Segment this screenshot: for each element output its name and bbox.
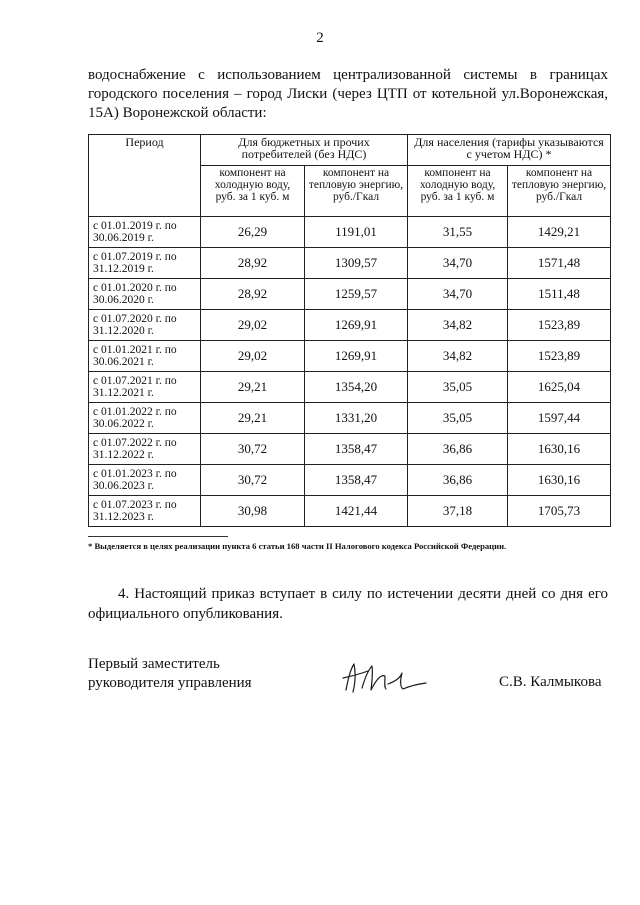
heat-energy-budget-value: 1354,20 bbox=[305, 372, 408, 403]
table-row bbox=[89, 434, 611, 465]
heat-energy-population-value: 1597,44 bbox=[508, 403, 611, 434]
cold-water-population-value: 34,70 bbox=[408, 248, 508, 279]
heat-energy-population-value: 1625,04 bbox=[508, 372, 611, 403]
heat-energy-budget-value: 1259,57 bbox=[305, 279, 408, 310]
period-cell bbox=[89, 310, 201, 341]
intro-paragraph: водоснабжение с использованием централизованной системы в границах городского поселения – город Лиски (через ЦТП от котельной ул.Воронежская, 15А) Воронежской области: bbox=[88, 67, 608, 121]
signer-title bbox=[88, 655, 252, 693]
period-start: с 01.07.2021 г. по bbox=[93, 375, 177, 387]
table-row bbox=[89, 217, 611, 248]
handwritten-signature bbox=[338, 654, 428, 700]
page-number: 2 bbox=[316, 30, 324, 46]
period-end: 30.06.2020 г. bbox=[93, 294, 154, 306]
period-start: с 01.01.2022 г. по bbox=[93, 406, 177, 418]
period-start: с 01.07.2023 г. по bbox=[93, 499, 177, 511]
table-row bbox=[89, 279, 611, 310]
period-cell bbox=[89, 434, 201, 465]
cold-water-budget-value: 29,02 bbox=[201, 341, 305, 372]
period-cell bbox=[89, 465, 201, 496]
heat-energy-budget-value: 1358,47 bbox=[305, 465, 408, 496]
table-row bbox=[89, 496, 611, 527]
cold-water-budget-value: 28,92 bbox=[201, 248, 305, 279]
cold-water-budget-value: 29,21 bbox=[201, 403, 305, 434]
period-end: 31.12.2019 г. bbox=[93, 263, 154, 275]
heat-energy-budget-header: компонент на тепловую энергию, руб./Гкал bbox=[305, 166, 408, 217]
cold-water-budget-value: 29,21 bbox=[201, 372, 305, 403]
period-header: Период bbox=[89, 135, 201, 217]
table-header-row bbox=[89, 135, 611, 166]
cold-water-population-value: 36,86 bbox=[408, 434, 508, 465]
period-cell bbox=[89, 341, 201, 372]
cold-water-budget-value: 30,72 bbox=[201, 465, 305, 496]
heat-energy-population-value: 1705,73 bbox=[508, 496, 611, 527]
table-row bbox=[89, 248, 611, 279]
heat-energy-population-value: 1429,21 bbox=[508, 217, 611, 248]
heat-energy-budget-value: 1309,57 bbox=[305, 248, 408, 279]
cold-water-population-value: 34,82 bbox=[408, 341, 508, 372]
period-start: с 01.01.2021 г. по bbox=[93, 344, 177, 356]
heat-energy-budget-value: 1269,91 bbox=[305, 310, 408, 341]
cold-water-budget-value: 30,98 bbox=[201, 496, 305, 527]
table-row bbox=[89, 341, 611, 372]
period-end: 31.12.2021 г. bbox=[93, 387, 154, 399]
table-row bbox=[89, 310, 611, 341]
period-cell bbox=[89, 248, 201, 279]
period-cell bbox=[89, 372, 201, 403]
signer-title-line2: руководителя управления bbox=[88, 675, 252, 691]
period-cell bbox=[89, 403, 201, 434]
cold-water-population-header: компонент на холодную воду, руб. за 1 куб. м bbox=[408, 166, 508, 217]
heat-energy-population-value: 1571,48 bbox=[508, 248, 611, 279]
cold-water-budget-value: 26,29 bbox=[201, 217, 305, 248]
heat-energy-budget-value: 1358,47 bbox=[305, 434, 408, 465]
cold-water-population-value: 31,55 bbox=[408, 217, 508, 248]
period-end: 31.12.2022 г. bbox=[93, 449, 154, 461]
table-row bbox=[89, 465, 611, 496]
heat-energy-budget-value: 1191,01 bbox=[305, 217, 408, 248]
footnote-divider bbox=[88, 536, 228, 537]
heat-energy-population-value: 1630,16 bbox=[508, 434, 611, 465]
period-end: 30.06.2022 г. bbox=[93, 418, 154, 430]
signer-name: С.В. Калмыкова bbox=[499, 674, 602, 690]
footnote: * Выделяется в целях реализации пункта 6 статьи 168 части II Налогового кодекса Российской Федерации. bbox=[88, 541, 507, 551]
period-end: 31.12.2023 г. bbox=[93, 511, 154, 523]
heat-energy-population-header: компонент на тепловую энергию, руб./Гкал bbox=[508, 166, 611, 217]
heat-energy-budget-value: 1421,44 bbox=[305, 496, 408, 527]
table-row bbox=[89, 372, 611, 403]
budget-group-header: Для бюджетных и прочих потребителей (без НДС) bbox=[201, 135, 408, 166]
heat-energy-budget-value: 1269,91 bbox=[305, 341, 408, 372]
population-group-header: Для населения (тарифы указываются с учетом НДС) * bbox=[408, 135, 611, 166]
period-end: 31.12.2020 г. bbox=[93, 325, 154, 337]
cold-water-budget-value: 28,92 bbox=[201, 279, 305, 310]
heat-energy-budget-value: 1331,20 bbox=[305, 403, 408, 434]
period-cell bbox=[89, 217, 201, 248]
period-start: с 01.01.2023 г. по bbox=[93, 468, 177, 480]
tariff-table bbox=[88, 134, 611, 527]
table-row bbox=[89, 403, 611, 434]
period-start: с 01.01.2020 г. по bbox=[93, 282, 177, 294]
signer-title-line1: Первый заместитель bbox=[88, 656, 220, 672]
cold-water-budget-header: компонент на холодную воду, руб. за 1 куб. м bbox=[201, 166, 305, 217]
clause-4: 4. Настоящий приказ вступает в силу по истечении десяти дней со дня его официального опубликования. bbox=[88, 586, 608, 622]
period-end: 30.06.2023 г. bbox=[93, 480, 154, 492]
cold-water-population-value: 34,82 bbox=[408, 310, 508, 341]
heat-energy-population-value: 1630,16 bbox=[508, 465, 611, 496]
period-start: с 01.07.2020 г. по bbox=[93, 313, 177, 325]
period-cell bbox=[89, 496, 201, 527]
cold-water-population-value: 37,18 bbox=[408, 496, 508, 527]
heat-energy-population-value: 1523,89 bbox=[508, 310, 611, 341]
heat-energy-population-value: 1523,89 bbox=[508, 341, 611, 372]
cold-water-budget-value: 30,72 bbox=[201, 434, 305, 465]
heat-energy-population-value: 1511,48 bbox=[508, 279, 611, 310]
cold-water-population-value: 35,05 bbox=[408, 403, 508, 434]
cold-water-population-value: 35,05 bbox=[408, 372, 508, 403]
period-end: 30.06.2019 г. bbox=[93, 232, 154, 244]
cold-water-budget-value: 29,02 bbox=[201, 310, 305, 341]
period-cell bbox=[89, 279, 201, 310]
period-start: с 01.01.2019 г. по bbox=[93, 220, 177, 232]
cold-water-population-value: 36,86 bbox=[408, 465, 508, 496]
period-end: 30.06.2021 г. bbox=[93, 356, 154, 368]
period-start: с 01.07.2022 г. по bbox=[93, 437, 177, 449]
period-start: с 01.07.2019 г. по bbox=[93, 251, 177, 263]
cold-water-population-value: 34,70 bbox=[408, 279, 508, 310]
